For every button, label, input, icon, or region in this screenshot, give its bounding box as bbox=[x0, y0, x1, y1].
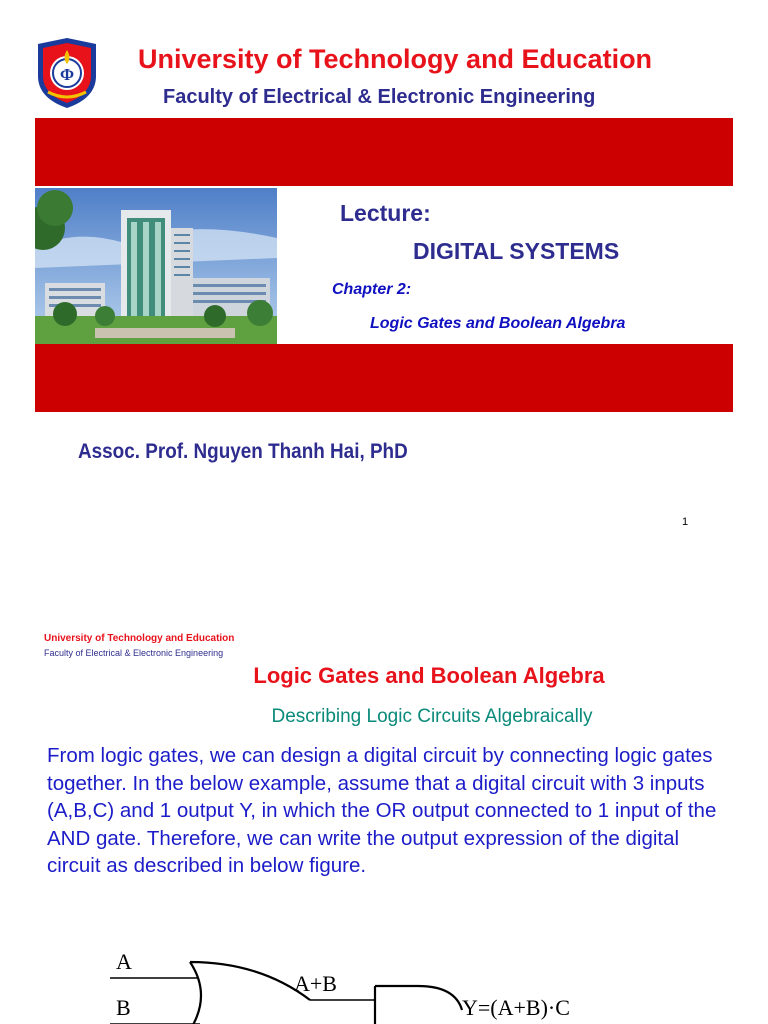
or-output-label: A+B bbox=[294, 971, 337, 996]
faculty-name: Faculty of Electrical & Electronic Engineering bbox=[163, 86, 596, 108]
slide2-header-faculty: Faculty of Electrical & Electronic Engineering bbox=[44, 648, 224, 658]
input-b-label: B bbox=[116, 995, 131, 1020]
university-title: University of Technology and Education bbox=[138, 44, 653, 74]
input-a-label: A bbox=[116, 949, 132, 974]
chapter-label: Chapter 2: bbox=[332, 281, 412, 298]
campus-building-photo bbox=[35, 188, 277, 344]
or-gate bbox=[190, 962, 310, 1024]
lecture-label: Lecture: bbox=[340, 200, 431, 226]
slide2-subtitle: Describing Logic Circuits Algebraically bbox=[271, 706, 593, 727]
slide2-header-university: University of Technology and Education bbox=[44, 633, 235, 644]
university-logo-icon bbox=[34, 36, 100, 110]
author-name: Assoc. Prof. Nguyen Thanh Hai, PhD bbox=[78, 440, 408, 463]
and-gate bbox=[375, 986, 462, 1024]
output-expression: Y=(A+B)·C bbox=[462, 995, 570, 1020]
title-band-top bbox=[35, 118, 733, 186]
slide2-body-text: From logic gates, we can design a digital circuit by connecting logic gates together. In the below example, assume that a digital circuit with 3 inputs (A,B,C) and 1 output Y, in which the OR output connected to 1 input of the AND gate. Therefore, we can write the output expression of the digital circuit as described in below figure. bbox=[47, 744, 717, 877]
page-number: 1 bbox=[682, 516, 689, 528]
chapter-title: Logic Gates and Boolean Algebra bbox=[370, 315, 626, 332]
title-band-bottom bbox=[35, 344, 733, 412]
svg-text:Φ: Φ bbox=[59, 65, 75, 84]
logic-circuit-diagram bbox=[100, 940, 660, 1024]
slide2-title: Logic Gates and Boolean Algebra bbox=[253, 663, 605, 688]
course-title: DIGITAL SYSTEMS bbox=[413, 238, 620, 264]
